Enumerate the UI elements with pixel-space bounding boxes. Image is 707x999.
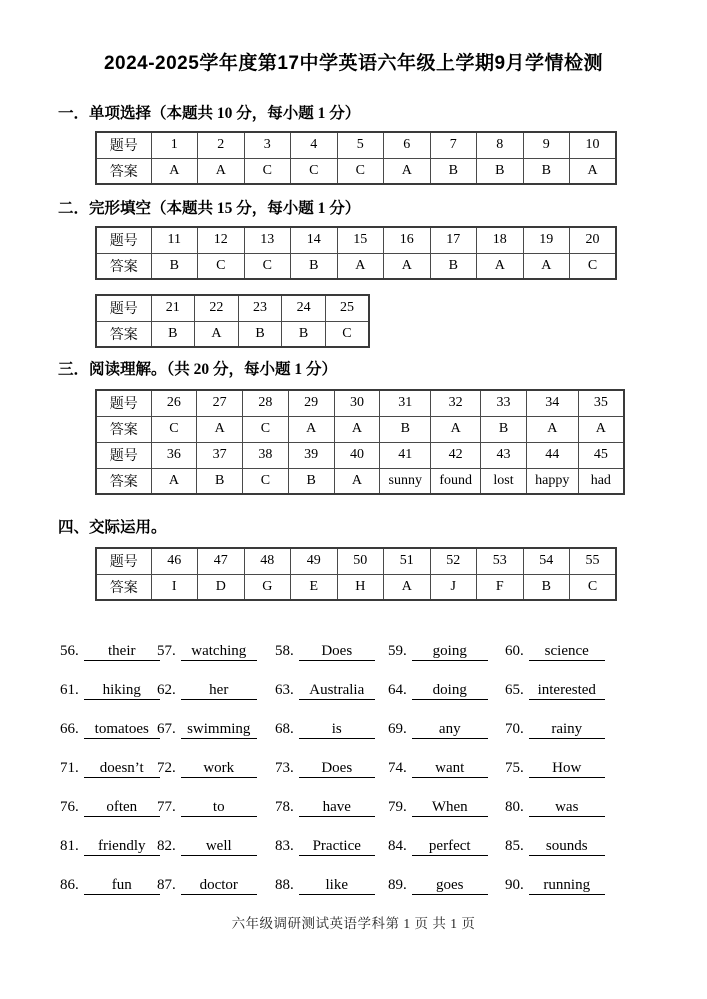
- answer-cell: C: [337, 158, 384, 184]
- fill-item: [60, 799, 157, 817]
- fill-item-answer: going: [412, 643, 488, 661]
- fill-item-answer: is: [299, 721, 375, 739]
- fill-item-number: 78.: [275, 799, 294, 815]
- section-2-heading: 二．完形填空（本题共 15 分，每小题 1 分）: [58, 200, 361, 217]
- row-label-cell: 题号: [96, 442, 151, 468]
- answer-cell: 53: [477, 548, 524, 574]
- answer-cell: 31: [380, 390, 431, 416]
- fill-item-number: 73.: [275, 760, 294, 776]
- fill-item: [388, 838, 505, 856]
- section-4-heading: 四、交际运用。: [58, 519, 167, 536]
- page-title: 2024-2025学年度第17中学英语六年级上学期9月学情检测: [103, 53, 604, 74]
- section-1-heading: 一．单项选择（本题共 10 分，每小题 1 分）: [58, 105, 361, 122]
- answer-cell: 50: [337, 548, 384, 574]
- fill-item-answer: Does: [299, 643, 375, 661]
- answer-cell: 15: [337, 227, 384, 253]
- row-label-cell: 答案: [96, 253, 151, 279]
- fill-item: [275, 760, 388, 778]
- table-row: [96, 253, 616, 279]
- row-label-cell: 题号: [96, 295, 151, 321]
- fill-item-answer: have: [299, 799, 375, 817]
- table-row: [96, 321, 369, 347]
- answer-cell: B: [238, 321, 282, 347]
- table-row: [96, 442, 624, 468]
- answer-cell: 14: [291, 227, 338, 253]
- answer-cell: D: [198, 574, 245, 600]
- answer-cell: happy: [526, 468, 578, 494]
- fill-item: [157, 760, 275, 778]
- fill-item-number: 68.: [275, 721, 294, 737]
- fill-item-number: 76.: [60, 799, 79, 815]
- fill-item-answer: watching: [181, 643, 257, 661]
- answer-cell: 18: [477, 227, 524, 253]
- fill-item-answer: When: [412, 799, 488, 817]
- fill-item-number: 79.: [388, 799, 407, 815]
- answer-table-q26-45: [95, 389, 625, 495]
- fill-item-number: 63.: [275, 682, 294, 698]
- table-row: [96, 416, 624, 442]
- fill-item: [157, 838, 275, 856]
- fill-item: [275, 877, 388, 895]
- fill-item-answer: science: [529, 643, 605, 661]
- answer-cell: F: [477, 574, 524, 600]
- answer-cell: 23: [238, 295, 282, 321]
- row-label-cell: 答案: [96, 574, 151, 600]
- fill-item-answer: doing: [412, 682, 488, 700]
- answer-cell: 7: [430, 132, 477, 158]
- fill-item: [60, 682, 157, 700]
- fill-item-answer: their: [84, 643, 160, 661]
- fill-item-answer: doesn’t: [84, 760, 160, 778]
- fill-item: [60, 760, 157, 778]
- fill-item-number: 83.: [275, 838, 294, 854]
- fill-item-answer: fun: [84, 877, 160, 895]
- fill-item: [275, 643, 388, 661]
- answer-cell: B: [430, 253, 477, 279]
- answer-cell: A: [195, 321, 239, 347]
- answer-cell: B: [477, 158, 524, 184]
- answer-cell: 38: [243, 442, 289, 468]
- answer-cell: 32: [431, 390, 481, 416]
- answer-cell: A: [197, 416, 243, 442]
- table-row: [96, 227, 616, 253]
- answer-cell: C: [151, 416, 197, 442]
- fill-item-answer: interested: [529, 682, 605, 700]
- fill-items-grid: [60, 643, 707, 895]
- answer-cell: C: [243, 416, 289, 442]
- answer-cell: 20: [570, 227, 617, 253]
- answer-cell: 28: [243, 390, 289, 416]
- answer-cell: 26: [151, 390, 197, 416]
- fill-item-number: 90.: [505, 877, 524, 893]
- answer-table-q21-25: [95, 294, 370, 348]
- answer-cell: B: [151, 321, 195, 347]
- fill-item: [275, 838, 388, 856]
- table-row: [96, 295, 369, 321]
- fill-item: [275, 799, 388, 817]
- fill-item-number: 74.: [388, 760, 407, 776]
- fill-item-number: 58.: [275, 643, 294, 659]
- answer-cell: 13: [244, 227, 291, 253]
- fill-item-number: 81.: [60, 838, 79, 854]
- table-row: [96, 574, 616, 600]
- fill-item: [157, 682, 275, 700]
- fill-item: [505, 877, 707, 895]
- answer-cell: 51: [384, 548, 431, 574]
- fill-item-number: 69.: [388, 721, 407, 737]
- answer-cell: A: [337, 253, 384, 279]
- answer-cell: C: [243, 468, 289, 494]
- row-label-cell: 答案: [96, 468, 151, 494]
- fill-item: [60, 838, 157, 856]
- answer-cell: E: [291, 574, 338, 600]
- answer-cell: 6: [384, 132, 431, 158]
- fill-item-number: 57.: [157, 643, 176, 659]
- answer-cell: A: [198, 158, 245, 184]
- fill-item: [505, 643, 707, 661]
- answer-cell: 42: [431, 442, 481, 468]
- fill-item-number: 75.: [505, 760, 524, 776]
- answer-cell: 34: [526, 390, 578, 416]
- fill-item: [388, 682, 505, 700]
- answer-cell: C: [325, 321, 369, 347]
- answer-cell: B: [288, 468, 334, 494]
- answer-cell: A: [431, 416, 481, 442]
- table-row: [96, 158, 616, 184]
- answer-cell: A: [384, 253, 431, 279]
- answer-cell: H: [337, 574, 384, 600]
- fill-item-answer: tomatoes: [84, 721, 160, 739]
- answer-cell: A: [526, 416, 578, 442]
- fill-item-number: 65.: [505, 682, 524, 698]
- fill-item-number: 59.: [388, 643, 407, 659]
- answer-cell: C: [570, 253, 617, 279]
- answer-cell: 46: [151, 548, 198, 574]
- answer-cell: B: [197, 468, 243, 494]
- fill-item: [157, 643, 275, 661]
- answer-cell: I: [151, 574, 198, 600]
- fill-item: [275, 721, 388, 739]
- answer-cell: B: [151, 253, 198, 279]
- answer-cell: 2: [198, 132, 245, 158]
- fill-item-answer: perfect: [412, 838, 488, 856]
- fill-item-answer: Practice: [299, 838, 375, 856]
- answer-table-q11-20: [95, 226, 617, 280]
- answer-cell: J: [430, 574, 477, 600]
- answer-cell: A: [288, 416, 334, 442]
- answer-cell: B: [291, 253, 338, 279]
- answer-cell: B: [523, 158, 570, 184]
- answer-cell: 43: [481, 442, 527, 468]
- fill-item-answer: any: [412, 721, 488, 739]
- answer-cell: B: [481, 416, 527, 442]
- answer-cell: 19: [523, 227, 570, 253]
- fill-item-answer: often: [84, 799, 160, 817]
- fill-item: [275, 682, 388, 700]
- fill-item: [157, 721, 275, 739]
- fill-item: [388, 877, 505, 895]
- fill-item: [60, 877, 157, 895]
- answer-cell: had: [578, 468, 624, 494]
- answer-cell: C: [244, 158, 291, 184]
- answer-cell: 25: [325, 295, 369, 321]
- fill-item-number: 70.: [505, 721, 524, 737]
- answer-table-q1-10: [95, 131, 617, 185]
- fill-item-number: 87.: [157, 877, 176, 893]
- fill-item-number: 84.: [388, 838, 407, 854]
- answer-table-q46-55: [95, 547, 617, 601]
- answer-cell: 37: [197, 442, 243, 468]
- answer-cell: 52: [430, 548, 477, 574]
- answer-cell: A: [384, 158, 431, 184]
- answer-cell: G: [244, 574, 291, 600]
- fill-item-answer: to: [181, 799, 257, 817]
- answer-cell: 40: [334, 442, 380, 468]
- answer-cell: 55: [570, 548, 617, 574]
- fill-item-number: 60.: [505, 643, 524, 659]
- fill-item-number: 82.: [157, 838, 176, 854]
- answer-cell: 47: [198, 548, 245, 574]
- answer-cell: A: [578, 416, 624, 442]
- answer-cell: A: [334, 468, 380, 494]
- fill-item: [60, 643, 157, 661]
- answer-cell: 1: [151, 132, 198, 158]
- answer-cell: 21: [151, 295, 195, 321]
- row-label-cell: 答案: [96, 321, 151, 347]
- fill-item-number: 71.: [60, 760, 79, 776]
- answer-cell: B: [282, 321, 326, 347]
- fill-item-answer: doctor: [181, 877, 257, 895]
- answer-cell: 39: [288, 442, 334, 468]
- fill-item: [505, 682, 707, 700]
- fill-item: [505, 799, 707, 817]
- fill-item: [505, 838, 707, 856]
- answer-cell: lost: [481, 468, 527, 494]
- row-label-cell: 题号: [96, 548, 151, 574]
- answer-cell: A: [151, 158, 198, 184]
- fill-item: [388, 643, 505, 661]
- answer-cell: 33: [481, 390, 527, 416]
- fill-item-answer: swimming: [181, 721, 257, 739]
- fill-item-number: 67.: [157, 721, 176, 737]
- fill-item-answer: goes: [412, 877, 488, 895]
- answer-cell: 48: [244, 548, 291, 574]
- fill-item-answer: sounds: [529, 838, 605, 856]
- fill-item-number: 80.: [505, 799, 524, 815]
- row-label-cell: 题号: [96, 227, 151, 253]
- answer-cell: B: [523, 574, 570, 600]
- answer-cell: 45: [578, 442, 624, 468]
- fill-item-number: 66.: [60, 721, 79, 737]
- fill-item-number: 86.: [60, 877, 79, 893]
- answer-cell: 12: [198, 227, 245, 253]
- row-label-cell: 答案: [96, 158, 151, 184]
- fill-item-number: 62.: [157, 682, 176, 698]
- fill-item: [60, 721, 157, 739]
- fill-item-number: 77.: [157, 799, 176, 815]
- answer-cell: 22: [195, 295, 239, 321]
- fill-item-number: 88.: [275, 877, 294, 893]
- page-footer: 六年级调研测试英语学科第 1 页 共 1 页: [231, 916, 476, 931]
- table-row: [96, 390, 624, 416]
- answer-cell: A: [523, 253, 570, 279]
- answer-cell: 4: [291, 132, 338, 158]
- fill-item-answer: like: [299, 877, 375, 895]
- table-row: [96, 468, 624, 494]
- fill-item-answer: work: [181, 760, 257, 778]
- row-label-cell: 答案: [96, 416, 151, 442]
- answer-cell: 41: [380, 442, 431, 468]
- answer-cell: 8: [477, 132, 524, 158]
- fill-item-answer: her: [181, 682, 257, 700]
- fill-item-number: 85.: [505, 838, 524, 854]
- answer-cell: A: [334, 416, 380, 442]
- fill-item: [157, 799, 275, 817]
- fill-item-number: 61.: [60, 682, 79, 698]
- fill-item: [505, 760, 707, 778]
- answer-cell: A: [477, 253, 524, 279]
- answer-cell: A: [570, 158, 617, 184]
- answer-cell: A: [151, 468, 197, 494]
- answer-cell: 35: [578, 390, 624, 416]
- fill-item-answer: was: [529, 799, 605, 817]
- fill-item-answer: want: [412, 760, 488, 778]
- fill-item-number: 56.: [60, 643, 79, 659]
- answer-cell: B: [380, 416, 431, 442]
- answer-cell: found: [431, 468, 481, 494]
- fill-item-number: 72.: [157, 760, 176, 776]
- fill-item-answer: friendly: [84, 838, 160, 856]
- answer-cell: 10: [570, 132, 617, 158]
- answer-cell: 44: [526, 442, 578, 468]
- fill-item-answer: How: [529, 760, 605, 778]
- fill-item-answer: running: [529, 877, 605, 895]
- answer-cell: 24: [282, 295, 326, 321]
- fill-item-answer: Australia: [299, 682, 375, 700]
- answer-cell: 16: [384, 227, 431, 253]
- answer-cell: C: [198, 253, 245, 279]
- answer-cell: 30: [334, 390, 380, 416]
- answer-cell: 54: [523, 548, 570, 574]
- answer-cell: 49: [291, 548, 338, 574]
- fill-item-answer: well: [181, 838, 257, 856]
- answer-cell: 11: [151, 227, 198, 253]
- answer-cell: 29: [288, 390, 334, 416]
- fill-item: [388, 799, 505, 817]
- answer-cell: C: [570, 574, 617, 600]
- answer-cell: B: [430, 158, 477, 184]
- answer-cell: sunny: [380, 468, 431, 494]
- fill-item-number: 89.: [388, 877, 407, 893]
- section-3-heading: 三．阅读理解。（共 20 分，每小题 1 分）: [58, 361, 338, 378]
- fill-item-answer: hiking: [84, 682, 160, 700]
- fill-item: [505, 721, 707, 739]
- row-label-cell: 题号: [96, 132, 151, 158]
- row-label-cell: 题号: [96, 390, 151, 416]
- fill-item-answer: Does: [299, 760, 375, 778]
- fill-item: [388, 760, 505, 778]
- fill-item-answer: rainy: [529, 721, 605, 739]
- answer-cell: 3: [244, 132, 291, 158]
- fill-item-number: 64.: [388, 682, 407, 698]
- table-row: [96, 548, 616, 574]
- answer-cell: A: [384, 574, 431, 600]
- answer-cell: 9: [523, 132, 570, 158]
- answer-cell: 36: [151, 442, 197, 468]
- answer-cell: C: [244, 253, 291, 279]
- answer-cell: 5: [337, 132, 384, 158]
- answer-cell: C: [291, 158, 338, 184]
- fill-item: [157, 877, 275, 895]
- fill-item: [388, 721, 505, 739]
- answer-cell: 17: [430, 227, 477, 253]
- table-row: [96, 132, 616, 158]
- answer-cell: 27: [197, 390, 243, 416]
